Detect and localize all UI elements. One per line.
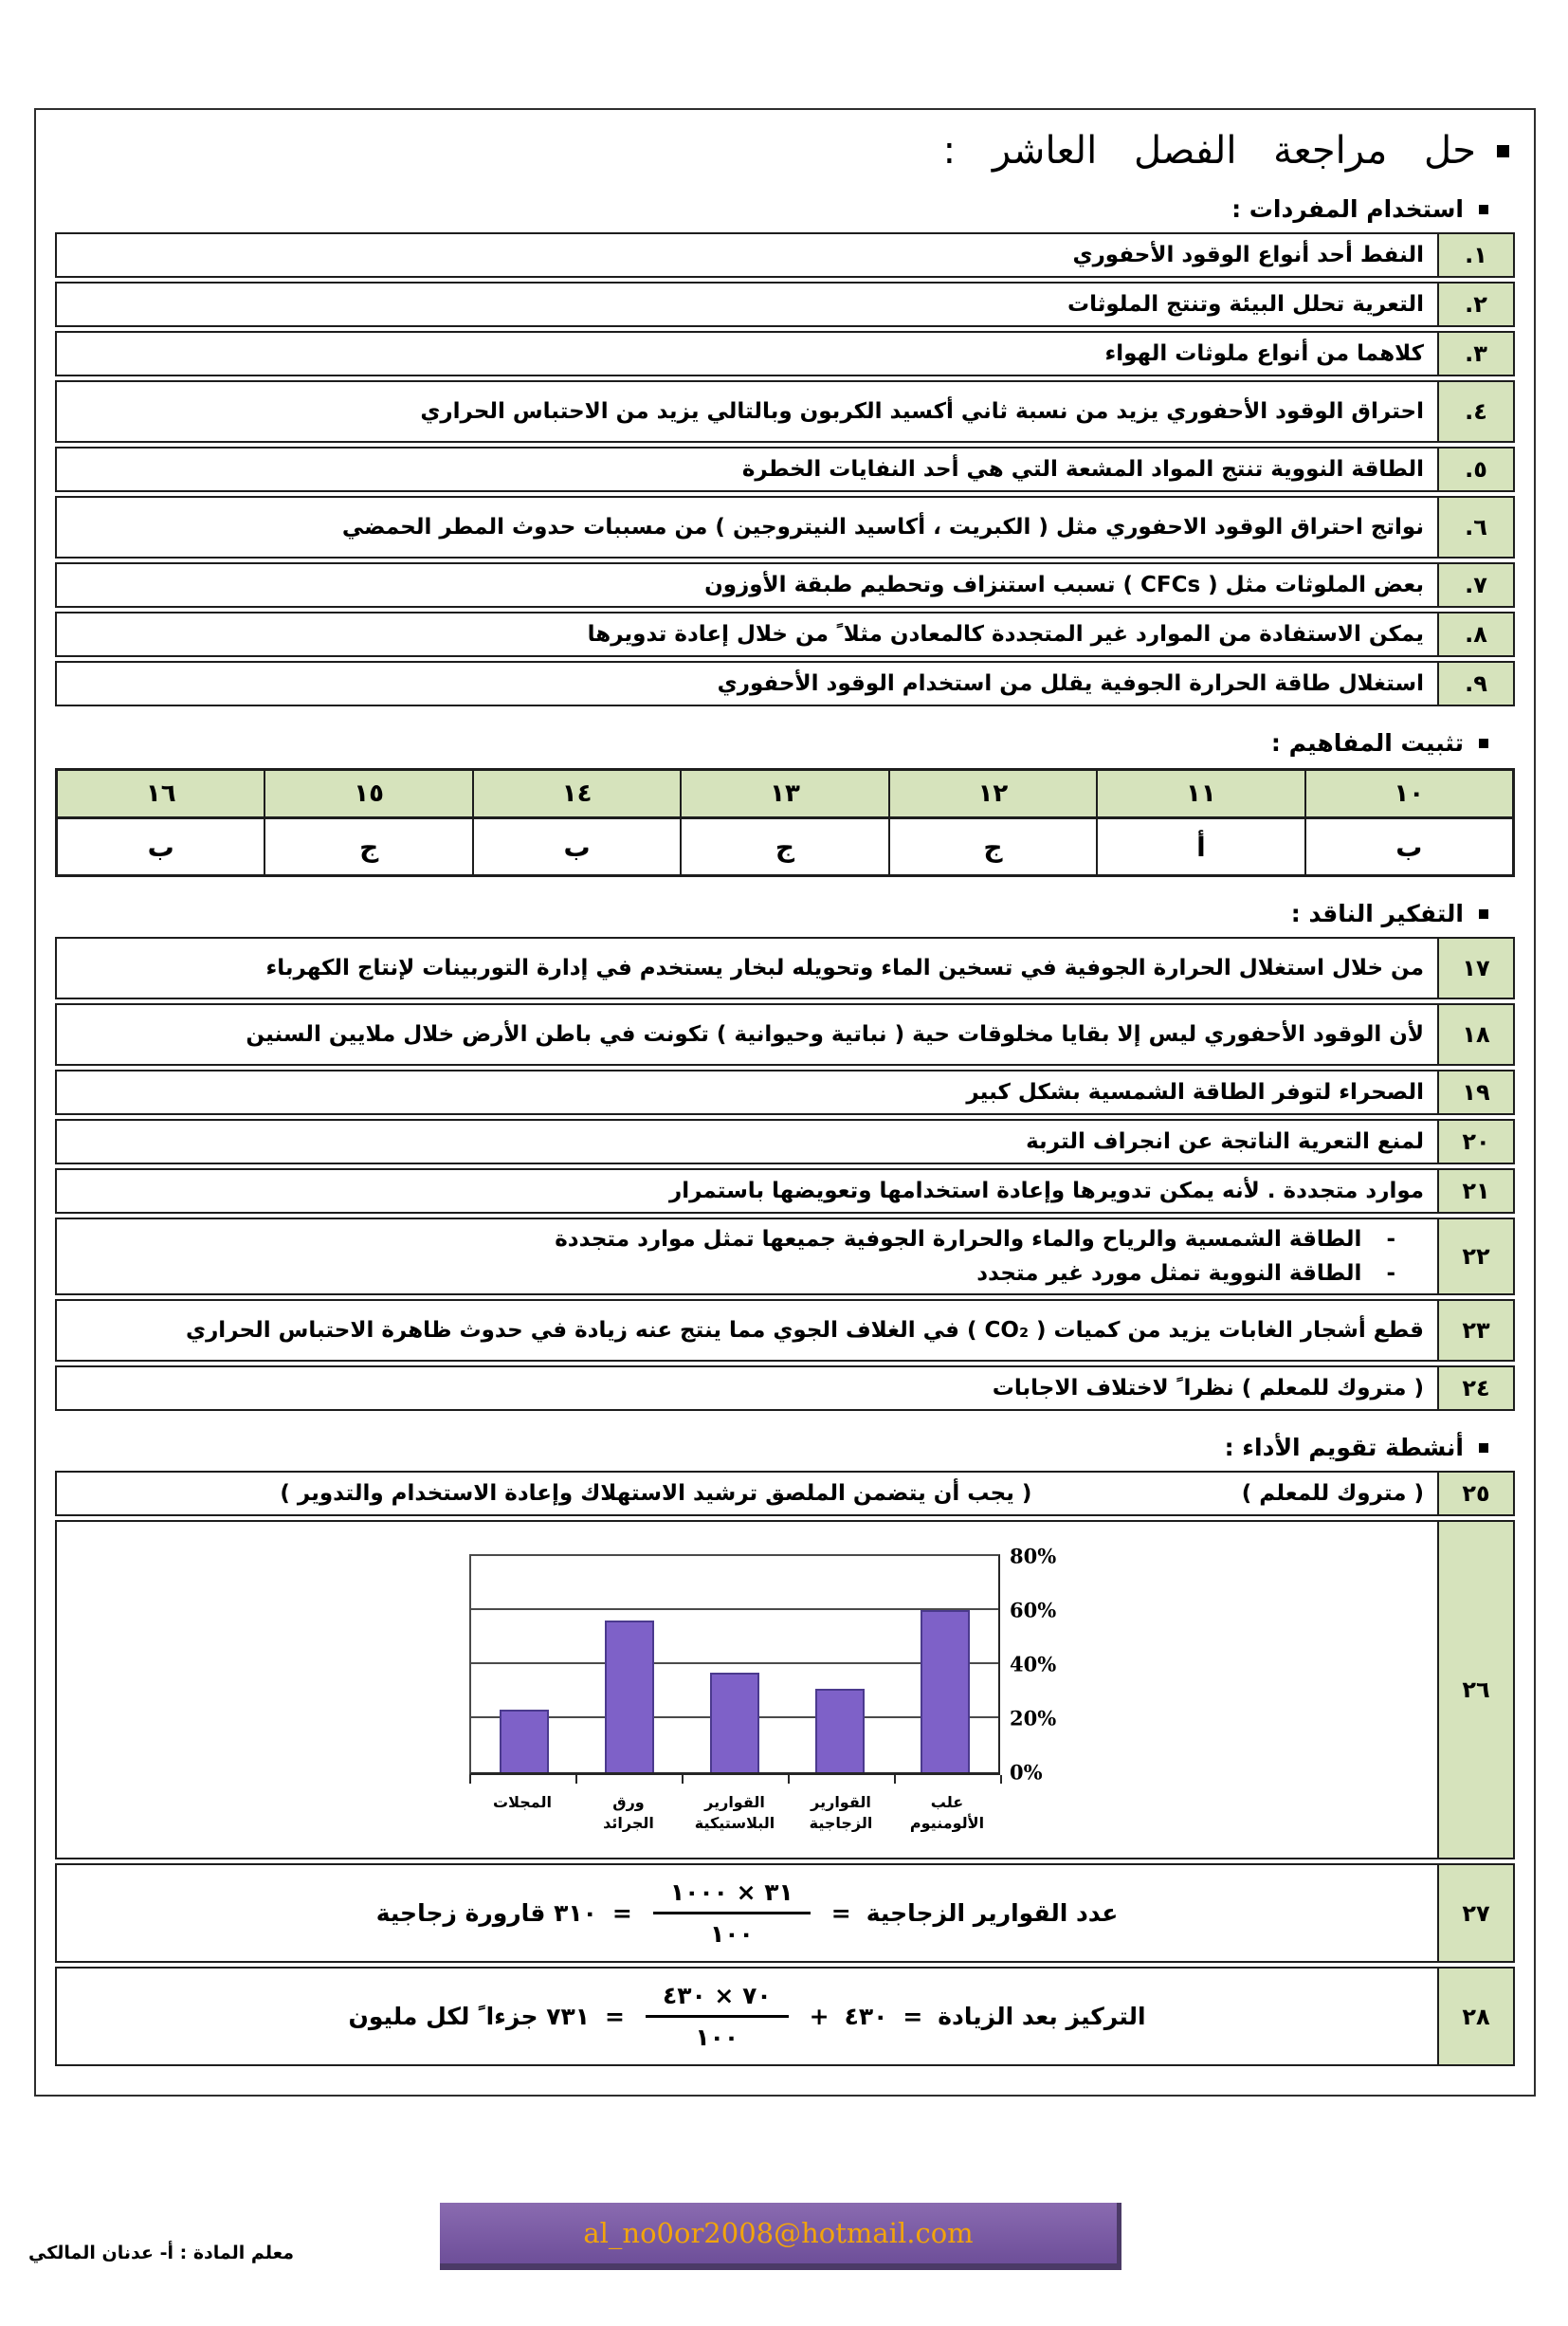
- table-row: [55, 1070, 1515, 1115]
- bullet-square-icon: [1497, 145, 1509, 157]
- answer-letter: أ: [1097, 818, 1304, 875]
- answer-text: من خلال استغلال الحرارة الجوفية في تسخين الماء وتحويله لبخار يستخدم في إدارة التوربينات لإنتاج الكهرباء: [265, 955, 1424, 980]
- chart-slots: [471, 1556, 998, 1772]
- equals-sign: =: [830, 1899, 851, 1928]
- formula-concentration: [57, 1969, 1437, 2064]
- row-number: ١٩: [1437, 1071, 1513, 1113]
- bar-0: [921, 1610, 970, 1772]
- bullet-text: الطاقة الشمسية والرياح والماء والحرارة الجوفية جميعها تمثل موارد متجددة: [555, 1227, 1362, 1252]
- table-row: [55, 380, 1515, 443]
- category-label: علب الألومنيوم: [909, 1793, 985, 1832]
- row-number: ١.: [1437, 234, 1513, 276]
- question-number: ١٢: [889, 770, 1097, 818]
- table-row: [55, 1299, 1515, 1362]
- email-banner: [440, 2203, 1121, 2270]
- table-row: [55, 282, 1515, 327]
- bullet-square-icon: [1479, 1443, 1488, 1453]
- y-tick-label: 20%: [1010, 1706, 1057, 1731]
- answer-bullets: [57, 1219, 1437, 1293]
- section-critical-header: [53, 900, 1488, 927]
- chart-main: [469, 1554, 1000, 1833]
- chart-plot: [469, 1554, 1000, 1775]
- chart-slot: [576, 1556, 682, 1772]
- answer-text: موارد متجددة . لأنه يمكن تدويرها وإعادة استخدامها وتعويضها باستمرار: [668, 1178, 1424, 1203]
- vocab-table: [55, 232, 1515, 706]
- formula-label: التركيز بعد الزيادة: [938, 2003, 1146, 2031]
- answer-text: كلاهما من أنواع ملوثات الهواء: [1104, 340, 1424, 366]
- section-vocab-label: استخدام المفردات :: [1231, 195, 1464, 223]
- bullet-item: [70, 1227, 1395, 1252]
- chart-axis-ticks: [469, 1775, 1000, 1785]
- table-row: [55, 661, 1515, 706]
- row-number: ١٨: [1437, 1005, 1513, 1064]
- category-label: ورق الجرائد: [603, 1793, 654, 1832]
- fraction-denominator: ١٠٠: [695, 2024, 739, 2052]
- answer-text: احتراق الوقود الأحفوري يزيد من نسبة ثاني أكسيد الكربون وبالتالي يزيد من الاحتباس الحراري: [420, 398, 1424, 424]
- answer-text: بعض الملوثات مثل ( CFCs ) تسبب استنزاف وتحطيم طبقة الأوزون: [704, 572, 1424, 597]
- table-row: [55, 232, 1515, 278]
- row-number: ١٧: [1437, 939, 1513, 998]
- equals-sign: =: [903, 2003, 923, 2031]
- bullet-square-icon: [1479, 205, 1488, 214]
- bar-4: [500, 1710, 549, 1772]
- formula-result: ٧٣١ جزءا ً لكل مليون: [348, 2003, 590, 2031]
- fraction-numerator: ٧٠ × ٤٣٠: [646, 1982, 789, 2018]
- answer-text: الصحراء لتوفر الطاقة الشمسية بشكل كبير: [966, 1079, 1424, 1105]
- axis-tick: [1000, 1775, 1002, 1784]
- answer-text: قطع أشجار الغابات يزيد من كميات ( CO₂ ) في الغلاف الجوي مما ينتج عنه زيادة في حدوث ظاهرة الاحتباس الحراري: [185, 1317, 1424, 1343]
- section-concepts-label: تثبيت المفاهيم :: [1270, 729, 1464, 757]
- answer-text: النفط أحد أنواع الوقود الأحفوري: [1072, 242, 1424, 267]
- chart-slot: [893, 1556, 998, 1772]
- concepts-answer-row: [57, 818, 1513, 875]
- chart-y-axis-labels: [1000, 1544, 1082, 1785]
- teacher-note: ( متروك للمعلم ): [1241, 1481, 1424, 1506]
- table-row: [55, 447, 1515, 492]
- critical-table: [55, 937, 1515, 1411]
- axis-tick: [469, 1775, 471, 1784]
- axis-tick: [894, 1775, 896, 1784]
- page-footer: [0, 2195, 1568, 2309]
- concepts-header-row: [57, 770, 1513, 818]
- fraction: [653, 1878, 811, 1948]
- content-frame: [34, 108, 1536, 2097]
- question-number: ١١: [1097, 770, 1304, 818]
- fraction-denominator: ١٠٠: [709, 1920, 754, 1949]
- answer-text: الطاقة النووية تنتج المواد المشعة التي هي أحد النفايات الخطرة: [741, 456, 1424, 482]
- question-number: ١٣: [681, 770, 888, 818]
- answer-text: استغلال طاقة الحرارة الجوفية يقلل من استخدام الوقود الأحفوري: [717, 670, 1424, 696]
- table-row: [55, 562, 1515, 608]
- axis-tick: [575, 1775, 577, 1784]
- bullet-square-icon: [1479, 739, 1488, 748]
- table-row: [55, 331, 1515, 376]
- table-row: [55, 1003, 1515, 1066]
- axis-tick: [682, 1775, 684, 1784]
- answer-letter: ج: [681, 818, 888, 875]
- table-row: [55, 1365, 1515, 1411]
- teacher-name: معلم المادة : أ- عدنان المالكي: [28, 2243, 295, 2263]
- table-row: [55, 1967, 1515, 2066]
- table-row: [55, 612, 1515, 657]
- formula-result: ٣١٠ قارورة زجاجية: [375, 1899, 597, 1928]
- section-critical-label: التفكير الناقد :: [1290, 900, 1464, 927]
- y-tick-label: 40%: [1010, 1652, 1057, 1676]
- fraction: [646, 1982, 789, 2051]
- dash-icon: -: [1386, 1261, 1395, 1286]
- row-number: ٢٦: [1437, 1522, 1513, 1858]
- category-label: المجلات: [493, 1793, 552, 1811]
- bar-2: [710, 1673, 759, 1772]
- question-number: ١٦: [57, 770, 264, 818]
- answer-text: التعرية تحلل البيئة وتنتج الملوثات: [1067, 291, 1424, 317]
- section-performance-label: أنشطة تقويم الأداء :: [1224, 1434, 1464, 1461]
- row-number: ٣.: [1437, 333, 1513, 375]
- table-row: [55, 1520, 1515, 1859]
- row-number: ٢٢: [1437, 1219, 1513, 1293]
- row-number: ٥.: [1437, 449, 1513, 490]
- bullet-square-icon: [1479, 909, 1488, 919]
- answer-text: لمنع التعرية الناتجة عن انجراف التربة: [1026, 1128, 1424, 1154]
- performance-table: [55, 1471, 1515, 2066]
- table-row: [55, 937, 1515, 999]
- y-tick-label: 80%: [1010, 1544, 1057, 1568]
- page-title: حل مراجعة الفصل العاشر :: [942, 129, 1476, 173]
- bullet-text: الطاقة النووية تمثل مورد غير متجدد: [976, 1261, 1362, 1286]
- dash-icon: -: [1386, 1227, 1395, 1252]
- question-number: ١٤: [473, 770, 681, 818]
- answer-text: لأن الوقود الأحفوري ليس إلا بقايا مخلوقات حية ( نباتية وحيوانية ) تكونت في باطن الأرض خلال ملايين السنين: [246, 1021, 1424, 1047]
- answer-text: ( متروك للمعلم ) نظرا ً لاختلاف الاجابات: [992, 1375, 1424, 1401]
- answer-letter: ج: [264, 818, 472, 875]
- table-row: [55, 1168, 1515, 1214]
- row-25-content: [57, 1473, 1437, 1514]
- row-number: ٦.: [1437, 498, 1513, 557]
- row-number: ٢٨: [1437, 1969, 1513, 2064]
- chart-slot: [788, 1556, 893, 1772]
- row-number: ٩.: [1437, 663, 1513, 705]
- bar-3: [605, 1621, 654, 1772]
- answer-letter: ج: [889, 818, 1097, 875]
- row-number: ٢.: [1437, 284, 1513, 325]
- recycling-bar-chart: [57, 1522, 1437, 1858]
- email-address: al_no0or2008@hotmail.com: [583, 2217, 974, 2249]
- section-concepts-header: [53, 729, 1488, 757]
- equals-sign: =: [604, 2003, 625, 2031]
- row-number: ٧.: [1437, 564, 1513, 606]
- plus-sign: +: [809, 2003, 830, 2031]
- answer-letter: ب: [57, 818, 264, 875]
- y-tick-label: 60%: [1010, 1598, 1057, 1622]
- answer-letter: ب: [473, 818, 681, 875]
- table-row: [55, 1471, 1515, 1516]
- question-number: ١٥: [264, 770, 472, 818]
- fraction-numerator: ٣١ × ١٠٠٠: [653, 1878, 811, 1914]
- category-label: القوارير البلاستيكية: [694, 1793, 775, 1832]
- answer-text: يمكن الاستفادة من الموارد غير المتجددة كالمعادن مثلا ً من خلال إعادة تدويرها: [587, 621, 1424, 647]
- row-number: ٤.: [1437, 382, 1513, 441]
- bullet-item: [70, 1261, 1395, 1286]
- question-number: ١٠: [1305, 770, 1513, 818]
- category-label: القوارير الزجاجية: [809, 1793, 873, 1832]
- concepts-table: [55, 768, 1515, 877]
- row-number: ٢٤: [1437, 1367, 1513, 1409]
- section-vocab-header: [53, 195, 1488, 223]
- equals-sign: =: [611, 1899, 632, 1928]
- row-number: ٢٣: [1437, 1301, 1513, 1360]
- chart-slot: [682, 1556, 787, 1772]
- table-row: [55, 1119, 1515, 1164]
- formula-term: ٤٣٠: [844, 2003, 888, 2031]
- table-row: [55, 496, 1515, 559]
- answer-text: نواتج احتراق الوقود الاحفوري مثل ( الكبريت ، أكاسيد النيتروجين ) من مسببات حدوث المطر الحمضي: [341, 514, 1424, 540]
- section-performance-header: [53, 1434, 1488, 1461]
- row-number: ٢٥: [1437, 1473, 1513, 1514]
- row-number: ٨.: [1437, 614, 1513, 655]
- chart-category-labels: [469, 1792, 1000, 1833]
- poster-requirement: ( يجب أن يتضمن الملصق ترشيد الاستهلاك وإعادة الاستخدام والتدوير ): [280, 1481, 1032, 1506]
- answer-letter: ب: [1305, 818, 1513, 875]
- row-number: ٢١: [1437, 1170, 1513, 1212]
- axis-tick: [788, 1775, 790, 1784]
- table-row: [55, 1863, 1515, 1963]
- y-tick-label: 0%: [1010, 1760, 1043, 1785]
- row-number: ٢٧: [1437, 1865, 1513, 1961]
- row-number: ٢٠: [1437, 1121, 1513, 1163]
- chart: [469, 1544, 1082, 1833]
- table-row: [55, 1218, 1515, 1295]
- formula-label: عدد القوارير الزجاجية: [866, 1899, 1119, 1928]
- chart-slot: [471, 1556, 576, 1772]
- bar-1: [815, 1689, 865, 1772]
- title-row: [53, 129, 1509, 173]
- formula-glass-bottles: [57, 1865, 1437, 1961]
